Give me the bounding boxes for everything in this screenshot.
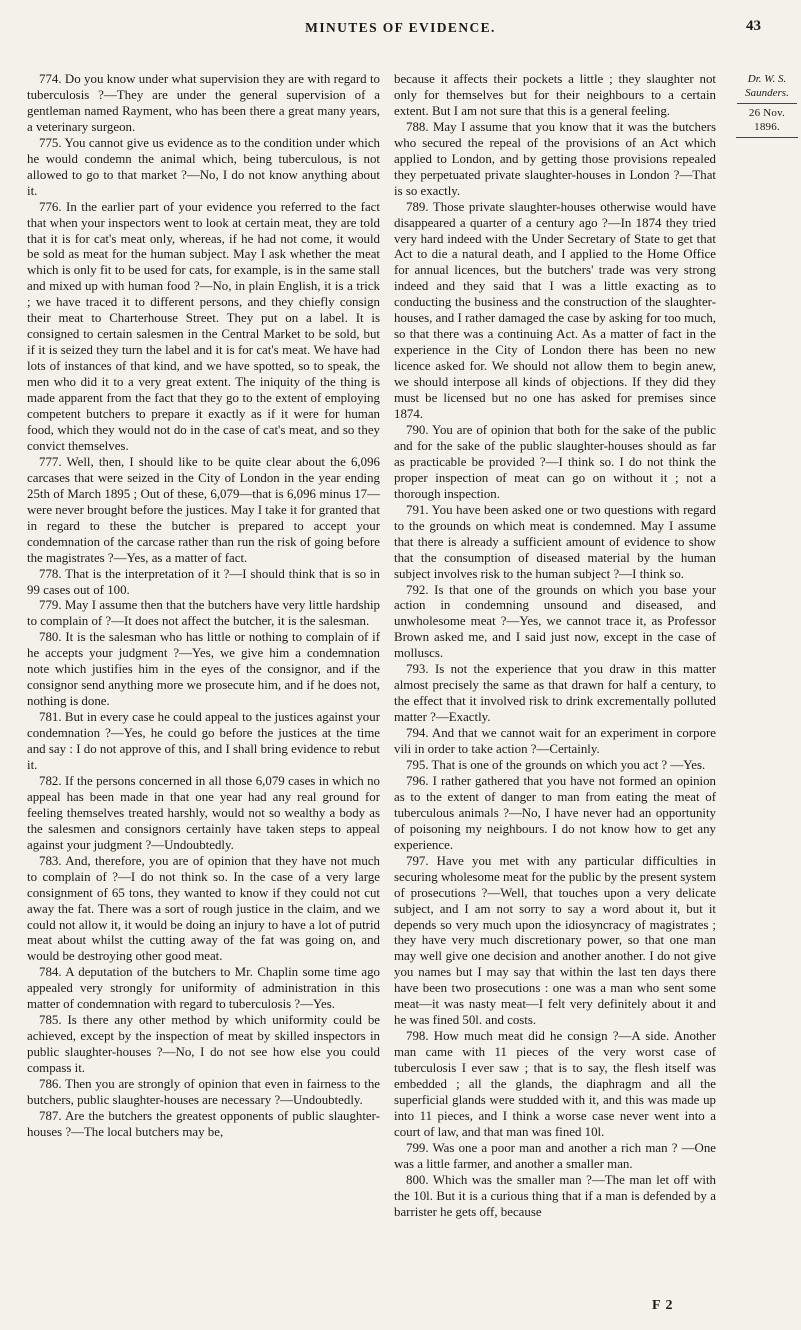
paragraph-787-continued: because it affects their pockets a little ; they slaughter not only for themselves but for their neighbours to a certain extent. But I am not sure that this is a general feeling. [394, 72, 716, 118]
paragraph-781: 781. But in every case he could appeal to the justices against your condemnation ?—Yes, he could go before the justices at the time and say : I do not approve of this, and I shall bring evidence to rebut it. [27, 710, 380, 772]
hearing-date: 26 Nov. 1896. [748, 107, 786, 133]
paragraph-787: 787. Are the butchers the greatest opponents of public slaughter-houses ?—The local butchers may be, [27, 1108, 380, 1139]
paragraph-790: 790. You are of opinion that both for the sake of the public and for the sake of the public slaughter-houses should as far as practicable be provided ?—I think so. I do not think the proper inspection of meat can go on without it ; not a thorough inspection. [394, 422, 716, 501]
paragraph-792: 792. Is that one of the grounds on which you base your action in condemning unsound and diseased, and unwholesome meat ?—Yes, we cannot trace it, as Professor Brown asked me, and I said just now, except in the case of molluscs. [394, 582, 716, 661]
witness-name: Dr. W. S. Saunders. [745, 73, 789, 99]
paragraph-788: 788. May I assume that you know that it was the butchers who secured the repeal of the provisions of an Act which applied to London, and by getting those provisions repealed they perpetuated private slaughter-houses in London ?—That is so exactly. [394, 119, 716, 198]
paragraph-791: 791. You have been asked one or two questions with regard to the grounds on which meat is condemned. May I assume that there is already a sufficient amount of evidence to show that the consumption of diseased material by the human subject involves risk to the human subject ?—I think so. [394, 502, 716, 581]
paragraph-775: 775. You cannot give us evidence as to the condition under which he would condemn the animal which, being tuberculous, is not allowed to go to that market ?—No, I do not know anything about it. [27, 135, 380, 198]
paragraph-776: 776. In the earlier part of your evidence you referred to the fact that when your inspectors went to look at certain meat, they are told that it is for cat's meat only, whereas, if he had not come, it would be sold as meat for the human subject. May I ask whether the meat which is only fit to be used for cats, for example, is in the same stall and mixed up with human food ?—No, in plain English, it is a trick ; we have traced it to different persons, and they chiefly consign their meat to Charterhouse Street. They put on a label. It is consigned to certain salesmen in the Central Market to be sold, but if it is seized they turn the label and it is for cat's meat. We have had lots of instances of that kind, and we have spotted, so to speak, the men who did it to a very great extent. The iniquity of the thing is made apparent from the fact that they go to the extent of employing competent butchers to prepare it exactly as if it were for human food, which they would not do in the case of cat's meat, and so they convict themselves. [27, 199, 380, 453]
paragraph-774: 774. Do you know under what supervision they are with regard to tuberculosis ?—They are under the general supervision of a gentleman named Rayment, who has been there a great many years, a veterinary surgeon. [27, 72, 380, 134]
page-number: 43 [746, 18, 761, 34]
paragraph-777: 777. Well, then, I should like to be quite clear about the 6,096 carcases that were seized in the City of London in the year ending 25th of March 1895 ; Out of these, 6,079—that is 6,096 minus 17—were never brought before the justices. May I take it for granted that in regard to these the butcher is prepared to accept your condemnation of the carcase rather than run the risk of going before the magistrates ?—Yes, as a matter of fact. [27, 454, 380, 565]
margin-note [736, 72, 798, 138]
paragraph-779: 779. May I assume then that the butchers have very little hardship to complain of ?—It does not affect the butcher, it is the salesman. [27, 598, 380, 629]
paragraph-785: 785. Is there any other method by which uniformity could be achieved, except by the inspection of meat by skilled inspectors in public slaughter-houses ?—No, I do not see how else you could compass it. [27, 1013, 380, 1076]
paragraph-793: 793. Is not the experience that you draw in this matter almost precisely the same as that drawn for half a century, to the effect that it involved risk to drink excrementally polluted matter ?—Exactly. [394, 662, 716, 725]
page-header [0, 20, 801, 42]
paragraph-798: 798. How much meat did he consign ?—A side. Another man came with 11 pieces of the very worst case of tuberculosis I ever saw ; that is to say, the flesh itself was embedded ; all the glands, the diaphragm and all the superficial glands were studded with it, and this was made up into 11 pieces, and I think a worse case never went into a court of law, and that man was fined 10l. [394, 1029, 716, 1139]
right-column [394, 72, 716, 1221]
paragraph-783: 783. And, therefore, you are of opinion that they have not much to complain of ?—I do not think so. In the case of a very large consignment of 65 tons, they wanted to know if they could not cut away the fat. There was a sort of rough justice in the claim, and we could not allow it, it would be doing an injury to have a lot of putrid meat about whilst the cutting away of the fat was going on, and would be destroying other good meat. [27, 853, 380, 964]
margin-rule [737, 103, 797, 104]
signature-mark: F 2 [652, 1298, 674, 1313]
paragraph-795: 795. That is one of the grounds on which you act ? —Yes. [406, 757, 706, 772]
paragraph-797: 797. Have you met with any particular difficulties in securing wholesome meat for the public by the present system of prosecutions ?—Well, that touches upon a very delicate subject, and I am not sorry to say a word about it, but it depends so very much upon the idiosyncracy of magistrates ; they have very much discretionary power, so that one man may well give one decision and another another. I do not give you names but I may say that within the last ten days there have been two prosecutions : one was a man who sent some meat—it was nasty meat—I felt very definitely about it and he was fined 50l. and costs. [394, 853, 716, 1028]
left-column [27, 72, 380, 1141]
paragraph-799: 799. Was one a poor man and another a rich man ? —One was a little farmer, and another a smaller man. [394, 1140, 716, 1171]
margin-underline [736, 137, 798, 138]
paragraph-794: 794. And that we cannot wait for an experiment in corpore vili in order to take action ?—Certainly. [394, 726, 716, 757]
paragraph-786: 786. Then you are strongly of opinion that even in fairness to the butchers, public slaughter-houses are necessary ?—Undoubtedly. [27, 1077, 380, 1107]
paragraph-789: 789. Those private slaughter-houses otherwise would have disappeared a quarter of a century ago ?—In 1874 they tried very hard indeed with the Under Secretary of State to get that Act to die a natural death, and I applied to the Home Office for annual licences, but the butchers' trade was very strong indeed and they said that I was a little exacting as to conducting the business and the construction of the slaughter-houses, and I rather damaged the case by asking for too much, so that there was a continuing Act. As a matter of fact in the experience in the City of London there has been no new licence asked for. We should not allow them to begin anew, we should interpose all kinds of objections. If they did they must be licensed but no one has asked for premises since 1874. [394, 199, 716, 422]
paragraph-796: 796. I rather gathered that you have not formed an opinion as to the extent of danger to man from eating the meat of tuberculous animals ?—No, I have never had an opportunity of poisoning my neighbours. I do not know how to get any experience. [394, 773, 716, 852]
paragraph-782: 782. If the persons concerned in all those 6,079 cases in which no appeal has been made in that one year had any real ground for feeling themselves treated harshly, would not so wealthy a body as the salesmen and consignors certainly have taken steps to appeal against your judgment ?—Undoubtedly. [27, 773, 380, 852]
paragraph-784: 784. A deputation of the butchers to Mr. Chaplin some time ago appealed very strongly for uniformity of administration in this matter of condemnation with regard to tuberculosis ?—Yes. [27, 965, 380, 1012]
paragraph-780: 780. It is the salesman who has little or nothing to complain of if he accepts your judgment ?—Yes, we give him a condemnation note which justifies him in the eyes of the consignor, and if the consignor send anything more we prosecute him, and if he does not, nothing is done. [27, 630, 380, 709]
paragraph-800: 800. Which was the smaller man ?—The man let off with the 10l. But it is a curious thing that if a man is defended by a barrister he gets off, because [394, 1172, 716, 1219]
paragraph-778: 778. That is the interpretation of it ?—I should think that is so in 99 cases out of 100. [27, 566, 380, 597]
running-title: MINUTES OF EVIDENCE. [305, 20, 496, 35]
